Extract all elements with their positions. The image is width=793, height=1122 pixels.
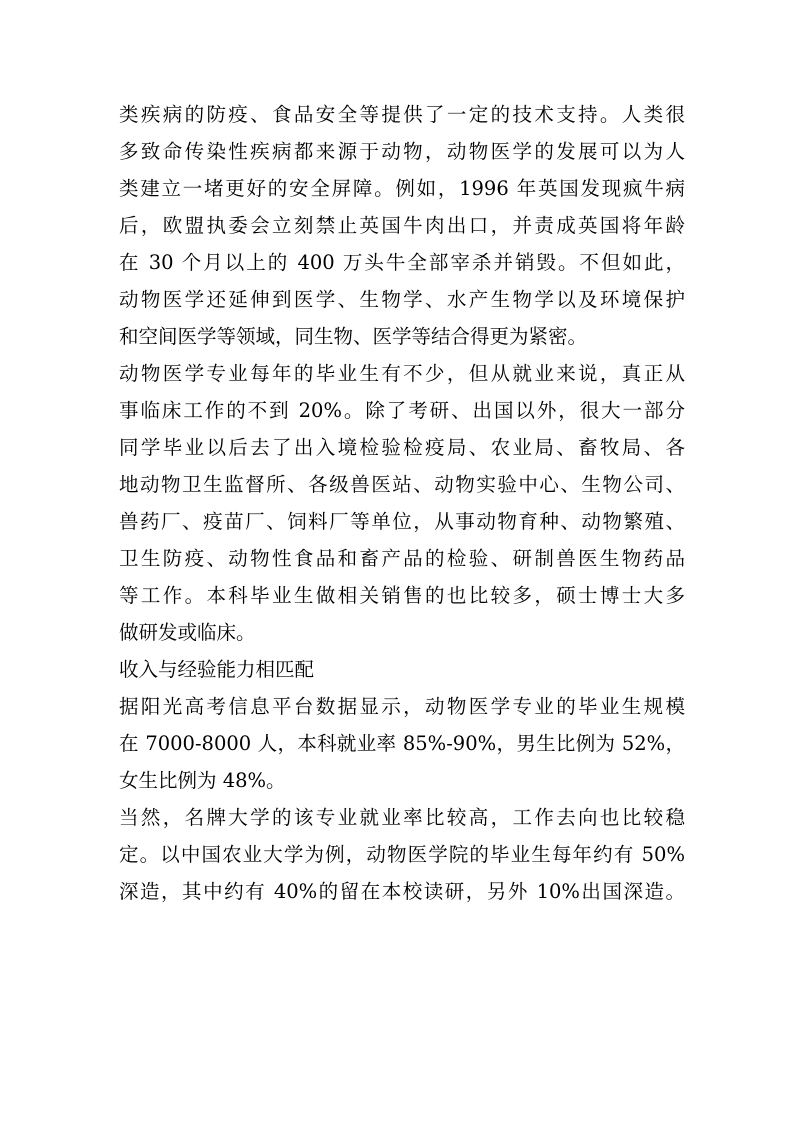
heading-line: 收入与经验能力相匹配 (119, 658, 315, 681)
text-line: 据阳光高考信息平台数据显示，动物医学专业的毕业生规模 (119, 695, 685, 718)
text-line: 当然，名牌大学的该专业就业率比较高，工作去向也比较稳 (119, 806, 685, 829)
text-line: 深造，其中约有 40%的留在本校读研，另外 10%出国深造。 (119, 880, 685, 903)
paragraph (119, 799, 685, 910)
text-line: 后，欧盟执委会立刻禁止英国牛肉出口，并责成英国将年龄 (119, 214, 685, 237)
text-line: 类建立一堵更好的安全屏障。例如，1996 年英国发现疯牛病 (119, 177, 685, 200)
text-line: 同学毕业以后去了出入境检验检疫局、农业局、畜牧局、各 (119, 436, 685, 459)
text-line: 在 30 个月以上的 400 万头牛全部宰杀并销毁。不但如此， (119, 251, 685, 274)
text-line: 在 7000-8000 人，本科就业率 85%-90%，男生比例为 52%， (119, 732, 685, 755)
text-line: 和空间医学等领域，同生物、医学等结合得更为紧密。 (119, 325, 588, 348)
text-line: 类疾病的防疫、食品安全等提供了一定的技术支持。人类很 (119, 103, 685, 126)
text-line: 动物医学还延伸到医学、生物学、水产生物学以及环境保护 (119, 288, 685, 311)
text-line: 地动物卫生监督所、各级兽医站、动物实验中心、生物公司、 (119, 473, 685, 496)
text-line: 事临床工作的不到 20%。除了考研、出国以外，很大一部分 (119, 399, 685, 422)
text-line: 多致命传染性疾病都来源于动物，动物医学的发展可以为人 (119, 140, 685, 163)
text-line: 等工作。本科毕业生做相关销售的也比较多，硕士博士大多 (119, 584, 685, 607)
paragraph (119, 96, 685, 355)
text-line: 定。以中国农业大学为例，动物医学院的毕业生每年约有 50% (119, 843, 685, 866)
paragraph (119, 355, 685, 651)
text-line: 做研发或临床。 (119, 621, 256, 644)
document-body (119, 96, 685, 910)
text-line: 动物医学专业每年的毕业生有不少，但从就业来说，真正从 (119, 362, 685, 385)
section-heading (119, 651, 685, 688)
text-line: 卫生防疫、动物性食品和畜产品的检验、研制兽医生物药品 (119, 547, 685, 570)
paragraph (119, 688, 685, 799)
text-line: 兽药厂、疫苗厂、饲料厂等单位，从事动物育种、动物繁殖、 (119, 510, 685, 533)
text-line: 女生比例为 48%。 (119, 769, 286, 792)
